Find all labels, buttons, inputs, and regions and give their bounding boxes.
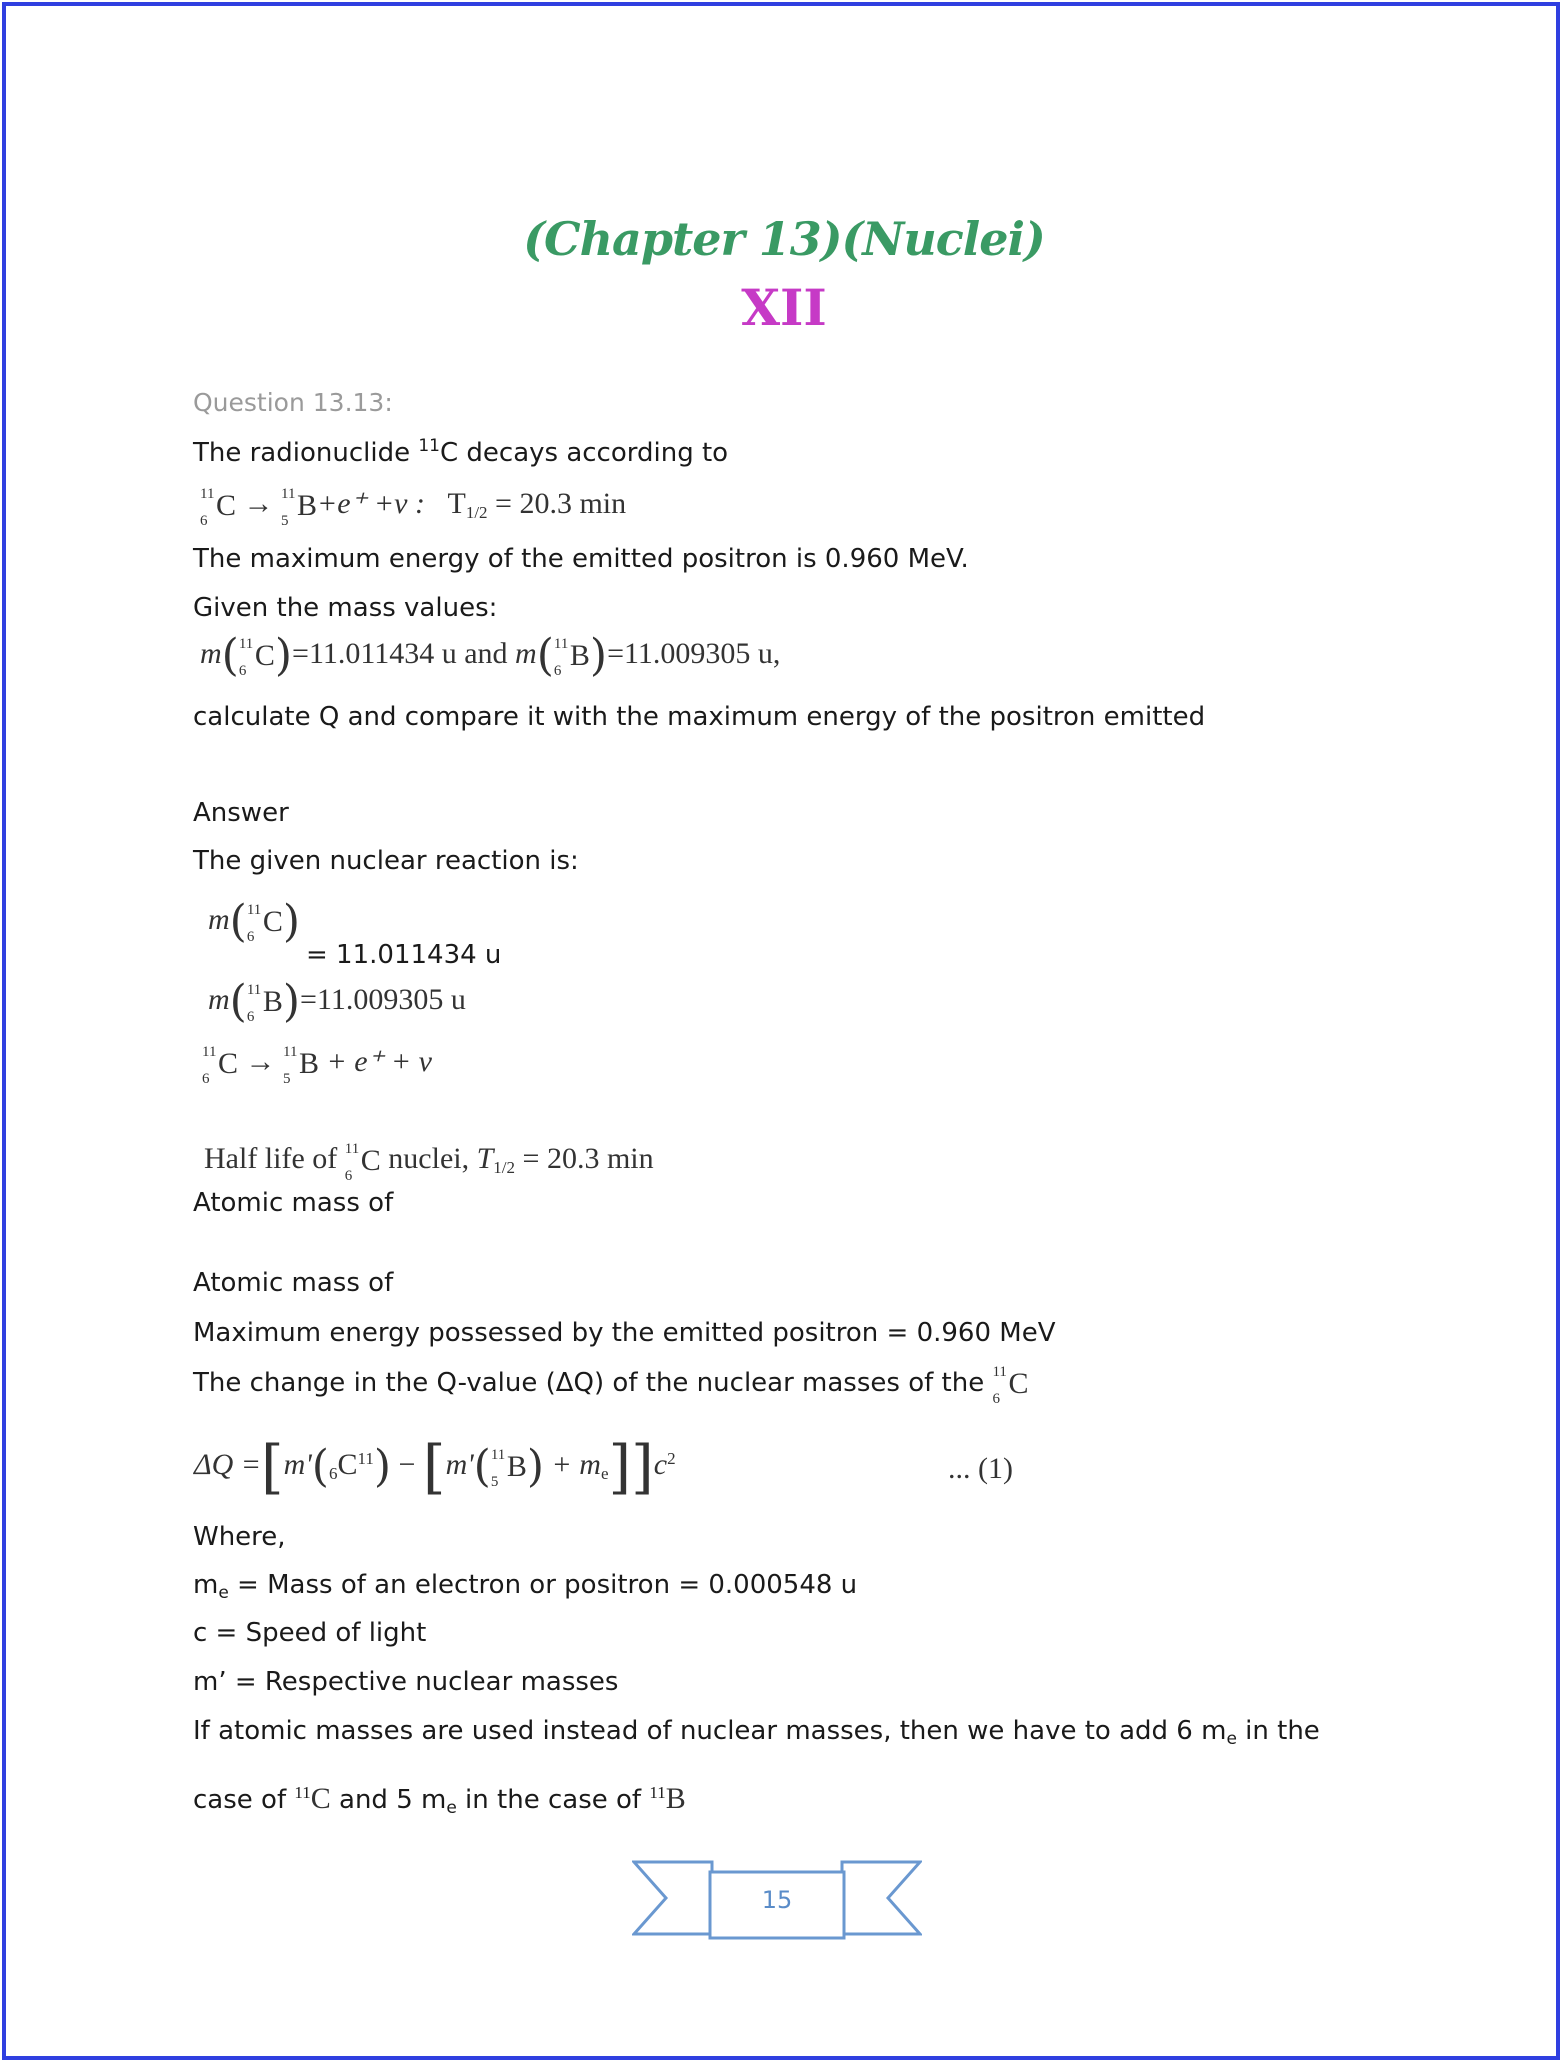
equation-number: ... (1)	[948, 1452, 1013, 1485]
boron-nuclide: 11 6 B	[246, 982, 283, 1025]
max-energy-line: Maximum energy possessed by the emitted positron = 0.960 MeV	[193, 1318, 1056, 1348]
answer-boron-mass: m( 11 6 B)=11.009305 u	[208, 976, 466, 1027]
daughter-nuclide: 11 5 B	[281, 486, 318, 530]
question-mass-values: m( 11 6 C)=11.011434 u and m( 11 6 B)=11.009305 u,	[200, 630, 781, 681]
class-label: XII	[741, 278, 827, 337]
answer-reaction-equation	[202, 1044, 432, 1088]
change-q-line	[193, 1363, 1029, 1407]
carbon-nuclide: 11 6 C	[992, 1363, 1029, 1407]
atomic-mass-line-1: Atomic mass of	[193, 1188, 394, 1218]
question-task: calculate Q and compare it with the maximum energy of the positron emitted	[193, 702, 1206, 732]
half-life-post: nuclei,	[380, 1142, 477, 1175]
boron-nuclide: 11 6 B	[553, 636, 590, 679]
reaction-products: +e⁺ +ν :	[317, 487, 425, 520]
reaction-products: + e⁺ + ν	[326, 1045, 432, 1078]
question-label: Question 13.13:	[193, 388, 393, 417]
answer-intro: The given nuclear reaction is:	[193, 846, 579, 876]
parent-nuclide: 11 6 C	[202, 1044, 239, 1088]
question-reaction-equation	[200, 486, 627, 530]
intro-mass-number: 11	[418, 436, 440, 456]
mass-symbol: m	[515, 636, 537, 670]
half-life-value: = 20.3 min	[515, 1142, 654, 1175]
answer-carbon-mass: m( 11 6 C)	[208, 896, 301, 947]
intro-text-post: C decays according to	[439, 438, 729, 468]
parent-nuclide: 11 6 C	[200, 486, 237, 530]
me-definition: $m_e$ = Mass of an electron or positron = 0.000548 u	[193, 1570, 858, 1603]
atomic-mass-line-2: Atomic mass of	[193, 1268, 394, 1298]
c-definition: c = Speed of light	[193, 1618, 427, 1648]
page-number-badge	[632, 1856, 922, 1946]
half-life-value: = 20.3 min	[495, 487, 627, 520]
question-intro	[193, 436, 728, 468]
reaction-arrow: →	[243, 487, 274, 520]
change-q-text: The change in the Q-value (ΔQ) of the nuclear masses of the	[193, 1368, 985, 1398]
carbon-nuclide: 11 6 C	[344, 1141, 381, 1185]
chapter-title: (Chapter 13)(Nuclei)	[523, 212, 1045, 266]
half-life-subscript: 1/2	[493, 1158, 516, 1177]
carbon-nuclide: 11 6 C	[238, 636, 275, 679]
delta-q-equation: $\Delta Q =[m'(_6C^{11}) - [m'$( 11 5 $B) + m_e]]c^2$ ... (1)	[194, 1433, 1013, 1501]
boron-mass-value: =11.009305 u,	[607, 636, 781, 670]
carbon-nuclide: 11 6 C	[246, 902, 283, 945]
half-life-subscript: 1/2	[465, 503, 488, 522]
half-life-symbol: T	[476, 1142, 494, 1175]
mprime-definition: m’ = Respective nuclear masses	[193, 1667, 619, 1697]
question-max-energy: The maximum energy of the emitted positron is 0.960 MeV.	[193, 544, 969, 574]
reaction-arrow: →	[245, 1045, 276, 1078]
answer-half-life	[204, 1141, 654, 1185]
question-given: Given the mass values:	[193, 593, 498, 623]
delta-q-lhs: ΔQ =	[194, 1447, 262, 1481]
note-line-1: If atomic masses are used instead of nuclear masses, then we have to add 6 $m_e$ in the	[193, 1716, 1320, 1749]
mass-symbol: m	[200, 636, 222, 670]
intro-text-pre: The radionuclide	[193, 438, 419, 468]
where-label: Where,	[193, 1522, 286, 1552]
half-life-symbol: T	[447, 487, 466, 520]
half-life-pre: Half life of	[204, 1142, 345, 1175]
boron-mass-value: =11.009305 u	[300, 982, 466, 1016]
answer-label: Answer	[193, 798, 289, 828]
page-number: 15	[761, 1886, 793, 1914]
answer-carbon-mass-value: = 11.011434 u	[306, 940, 502, 970]
boron-nuclide: 11 5 B	[490, 1447, 527, 1490]
daughter-nuclide: 11 5 B	[283, 1044, 320, 1088]
carbon-mass-value: =11.011434 u and	[292, 636, 508, 670]
note-line-2: case of $^{11}$C and 5 $m_e$ in the case of $^{11}$B	[193, 1782, 686, 1818]
